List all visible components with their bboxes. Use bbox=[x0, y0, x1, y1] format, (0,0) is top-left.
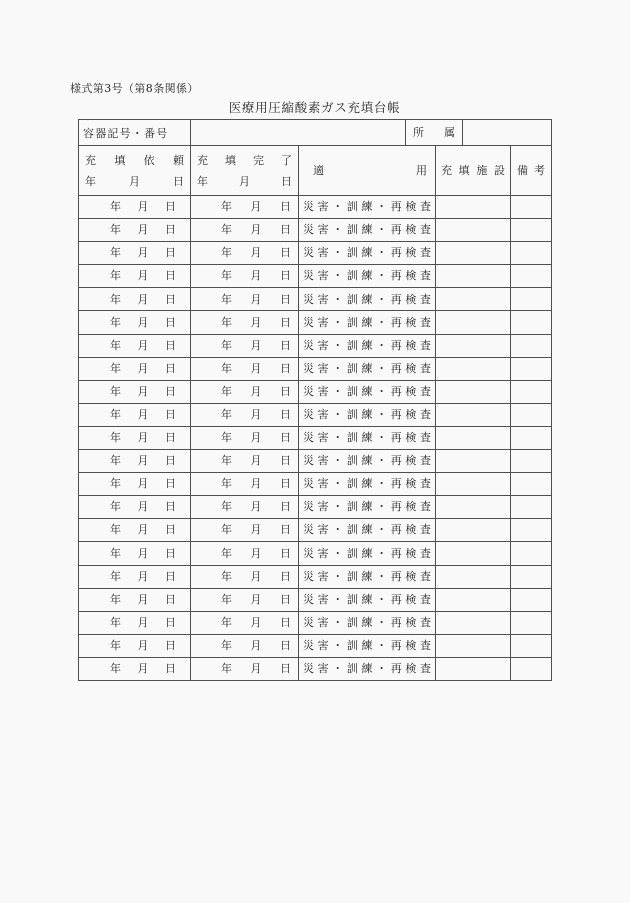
fill-facility-cell bbox=[436, 265, 511, 288]
remarks-cell bbox=[511, 334, 552, 357]
remarks-cell bbox=[511, 565, 552, 588]
fill-request-date-text: 年 月 日 bbox=[110, 546, 176, 560]
ledger-table-row bbox=[79, 473, 552, 496]
application-cell bbox=[299, 426, 436, 449]
fill-complete-date-text: 年 月 日 bbox=[221, 638, 291, 652]
application-options-text: 災 害 ・ 訓 練 ・ 再 検 査 bbox=[303, 592, 431, 606]
fill-request-date-cell bbox=[79, 357, 191, 380]
fill-facility-cell bbox=[436, 242, 511, 265]
fill-complete-date-cell bbox=[191, 519, 299, 542]
remarks-header bbox=[511, 146, 552, 196]
fill-complete-date-text: 年 月 日 bbox=[221, 246, 291, 260]
fill-request-date-text: 年 月 日 bbox=[110, 223, 176, 237]
remarks-cell bbox=[511, 519, 552, 542]
remarks-cell bbox=[511, 496, 552, 519]
fill-request-date-cell bbox=[79, 634, 191, 657]
fill-request-date-cell bbox=[79, 657, 191, 680]
remarks-cell bbox=[511, 242, 552, 265]
fill-request-date-cell bbox=[79, 450, 191, 473]
application-cell bbox=[299, 288, 436, 311]
fill-request-date-text: 年 月 日 bbox=[110, 500, 176, 514]
fill-complete-date-cell bbox=[191, 565, 299, 588]
fill-complete-date-cell bbox=[191, 219, 299, 242]
fill-request-date-cell bbox=[79, 196, 191, 219]
fill-request-date-text: 年 月 日 bbox=[110, 454, 176, 468]
fill-complete-label-line2: 年 月 日 bbox=[197, 174, 292, 188]
ledger-table-row bbox=[79, 403, 552, 426]
fill-complete-date-text: 年 月 日 bbox=[221, 454, 291, 468]
remarks-cell bbox=[511, 403, 552, 426]
fill-complete-date-header bbox=[191, 146, 299, 196]
fill-facility-cell bbox=[436, 288, 511, 311]
application-options-text: 災 害 ・ 訓 練 ・ 再 検 査 bbox=[303, 338, 431, 352]
fill-complete-date-text: 年 月 日 bbox=[221, 269, 291, 283]
fill-request-date-cell bbox=[79, 265, 191, 288]
remarks-cell bbox=[511, 450, 552, 473]
fill-request-label-line1: 充 填 依 頼 bbox=[85, 153, 184, 167]
fill-request-date-text: 年 月 日 bbox=[110, 200, 176, 214]
fill-facility-cell bbox=[436, 403, 511, 426]
remarks-cell bbox=[511, 634, 552, 657]
fill-request-date-cell bbox=[79, 426, 191, 449]
fill-complete-date-cell bbox=[191, 380, 299, 403]
fill-complete-date-cell bbox=[191, 588, 299, 611]
affiliation-label: 所 属 bbox=[413, 125, 455, 139]
application-cell bbox=[299, 242, 436, 265]
fill-request-date-text: 年 月 日 bbox=[110, 592, 176, 606]
fill-request-date-cell bbox=[79, 219, 191, 242]
ledger-table-row bbox=[79, 542, 552, 565]
ledger-table-row bbox=[79, 450, 552, 473]
fill-complete-date-text: 年 月 日 bbox=[221, 292, 291, 306]
remarks-cell bbox=[511, 311, 552, 334]
fill-request-date-text: 年 月 日 bbox=[110, 477, 176, 491]
remarks-cell bbox=[511, 265, 552, 288]
remarks-cell bbox=[511, 219, 552, 242]
application-cell bbox=[299, 565, 436, 588]
ledger-table-row bbox=[79, 196, 552, 219]
fill-request-date-cell bbox=[79, 311, 191, 334]
fill-facility-cell bbox=[436, 426, 511, 449]
application-cell bbox=[299, 265, 436, 288]
application-cell bbox=[299, 380, 436, 403]
fill-facility-label: 充 填 施 設 bbox=[441, 163, 505, 177]
fill-request-date-cell bbox=[79, 611, 191, 634]
remarks-cell bbox=[511, 196, 552, 219]
fill-facility-cell bbox=[436, 219, 511, 242]
application-cell bbox=[299, 311, 436, 334]
application-options-text: 災 害 ・ 訓 練 ・ 再 検 査 bbox=[303, 361, 431, 375]
remarks-cell bbox=[511, 426, 552, 449]
application-cell bbox=[299, 496, 436, 519]
fill-request-date-cell bbox=[79, 519, 191, 542]
ledger-table-row bbox=[79, 565, 552, 588]
fill-request-date-text: 年 月 日 bbox=[110, 384, 176, 398]
fill-request-date-cell bbox=[79, 334, 191, 357]
fill-facility-cell bbox=[436, 519, 511, 542]
fill-facility-cell bbox=[436, 542, 511, 565]
fill-complete-date-text: 年 月 日 bbox=[221, 338, 291, 352]
fill-complete-date-cell bbox=[191, 334, 299, 357]
fill-complete-date-text: 年 月 日 bbox=[221, 546, 291, 560]
fill-request-date-text: 年 月 日 bbox=[110, 269, 176, 283]
fill-complete-date-text: 年 月 日 bbox=[221, 523, 291, 537]
ledger-table-row bbox=[79, 588, 552, 611]
application-options-text: 災 害 ・ 訓 練 ・ 再 検 査 bbox=[303, 223, 431, 237]
remarks-cell bbox=[511, 588, 552, 611]
application-cell bbox=[299, 611, 436, 634]
fill-request-date-text: 年 月 日 bbox=[110, 569, 176, 583]
fill-complete-date-cell bbox=[191, 288, 299, 311]
fill-request-date-cell bbox=[79, 565, 191, 588]
fill-request-date-text: 年 月 日 bbox=[110, 361, 176, 375]
remarks-cell bbox=[511, 611, 552, 634]
application-cell bbox=[299, 196, 436, 219]
application-cell bbox=[299, 403, 436, 426]
remarks-cell bbox=[511, 542, 552, 565]
application-options-text: 災 害 ・ 訓 練 ・ 再 検 査 bbox=[303, 454, 431, 468]
fill-request-date-cell bbox=[79, 242, 191, 265]
fill-facility-cell bbox=[436, 634, 511, 657]
ledger-table-row bbox=[79, 380, 552, 403]
container-id-label-cell bbox=[79, 120, 191, 146]
column-header-row bbox=[79, 146, 552, 196]
ledger-table-row bbox=[79, 311, 552, 334]
fill-complete-date-cell bbox=[191, 311, 299, 334]
header-top-row bbox=[79, 120, 552, 146]
fill-facility-cell bbox=[436, 196, 511, 219]
fill-facility-cell bbox=[436, 380, 511, 403]
fill-request-date-text: 年 月 日 bbox=[110, 292, 176, 306]
application-cell bbox=[299, 519, 436, 542]
fill-complete-date-cell bbox=[191, 357, 299, 380]
fill-request-date-cell bbox=[79, 496, 191, 519]
fill-facility-cell bbox=[436, 611, 511, 634]
fill-complete-date-text: 年 月 日 bbox=[221, 223, 291, 237]
fill-complete-date-cell bbox=[191, 265, 299, 288]
application-options-text: 災 害 ・ 訓 練 ・ 再 検 査 bbox=[303, 500, 431, 514]
fill-request-date-text: 年 月 日 bbox=[110, 638, 176, 652]
fill-request-date-text: 年 月 日 bbox=[110, 431, 176, 445]
application-options-text: 災 害 ・ 訓 練 ・ 再 検 査 bbox=[303, 569, 431, 583]
application-options-text: 災 害 ・ 訓 練 ・ 再 検 査 bbox=[303, 477, 431, 491]
fill-request-date-text: 年 月 日 bbox=[110, 246, 176, 260]
fill-complete-date-cell bbox=[191, 496, 299, 519]
remarks-cell bbox=[511, 380, 552, 403]
ledger-table-row bbox=[79, 288, 552, 311]
application-options-text: 災 害 ・ 訓 練 ・ 再 検 査 bbox=[303, 662, 431, 676]
application-options-text: 災 害 ・ 訓 練 ・ 再 検 査 bbox=[303, 408, 431, 422]
remarks-label: 備 考 bbox=[517, 163, 545, 177]
fill-complete-date-text: 年 月 日 bbox=[221, 569, 291, 583]
application-header bbox=[299, 146, 436, 196]
application-cell bbox=[299, 473, 436, 496]
fill-complete-date-text: 年 月 日 bbox=[221, 315, 291, 329]
application-options-text: 災 害 ・ 訓 練 ・ 再 検 査 bbox=[303, 269, 431, 283]
remarks-cell bbox=[511, 473, 552, 496]
container-id-value-cell bbox=[191, 120, 406, 146]
affiliation-label-cell bbox=[406, 120, 463, 146]
affiliation-value-cell bbox=[463, 120, 552, 146]
application-options-text: 災 害 ・ 訓 練 ・ 再 検 査 bbox=[303, 384, 431, 398]
fill-complete-date-cell bbox=[191, 242, 299, 265]
application-cell bbox=[299, 657, 436, 680]
fill-request-date-text: 年 月 日 bbox=[110, 315, 176, 329]
fill-facility-cell bbox=[436, 496, 511, 519]
fill-request-date-cell bbox=[79, 588, 191, 611]
fill-complete-date-text: 年 月 日 bbox=[221, 477, 291, 491]
application-cell bbox=[299, 634, 436, 657]
fill-facility-header bbox=[436, 146, 511, 196]
ledger-table-row bbox=[79, 242, 552, 265]
fill-request-date-text: 年 月 日 bbox=[110, 662, 176, 676]
ledger-table-row bbox=[79, 496, 552, 519]
fill-complete-date-cell bbox=[191, 473, 299, 496]
ledger-table-row bbox=[79, 265, 552, 288]
application-options-text: 災 害 ・ 訓 練 ・ 再 検 査 bbox=[303, 615, 431, 629]
fill-facility-cell bbox=[436, 473, 511, 496]
fill-complete-date-cell bbox=[191, 611, 299, 634]
application-label: 適 用 bbox=[313, 163, 427, 177]
ledger-table-row bbox=[79, 219, 552, 242]
application-options-text: 災 害 ・ 訓 練 ・ 再 検 査 bbox=[303, 200, 431, 214]
ledger-table-row bbox=[79, 611, 552, 634]
fill-request-date-text: 年 月 日 bbox=[110, 338, 176, 352]
fill-request-date-cell bbox=[79, 288, 191, 311]
filling-ledger-table bbox=[78, 119, 552, 681]
fill-facility-cell bbox=[436, 357, 511, 380]
ledger-table-row bbox=[79, 334, 552, 357]
application-options-text: 災 害 ・ 訓 練 ・ 再 検 査 bbox=[303, 315, 431, 329]
application-options-text: 災 害 ・ 訓 練 ・ 再 検 査 bbox=[303, 431, 431, 445]
page-title: 医療用圧縮酸素ガス充填台帳 bbox=[228, 100, 401, 115]
fill-facility-cell bbox=[436, 657, 511, 680]
fill-request-label-line2: 年 月 日 bbox=[85, 174, 184, 188]
fill-request-date-text: 年 月 日 bbox=[110, 408, 176, 422]
remarks-cell bbox=[511, 288, 552, 311]
ledger-table-row bbox=[79, 634, 552, 657]
remarks-cell bbox=[511, 657, 552, 680]
application-cell bbox=[299, 588, 436, 611]
fill-complete-date-text: 年 月 日 bbox=[221, 200, 291, 214]
fill-complete-date-text: 年 月 日 bbox=[221, 500, 291, 514]
fill-request-date-text: 年 月 日 bbox=[110, 615, 176, 629]
application-cell bbox=[299, 357, 436, 380]
fill-complete-date-cell bbox=[191, 542, 299, 565]
container-id-label: 容器記号・番号 bbox=[83, 126, 169, 140]
fill-complete-date-text: 年 月 日 bbox=[221, 592, 291, 606]
fill-request-date-cell bbox=[79, 403, 191, 426]
fill-request-date-text: 年 月 日 bbox=[110, 523, 176, 537]
fill-complete-date-cell bbox=[191, 426, 299, 449]
fill-complete-date-text: 年 月 日 bbox=[221, 361, 291, 375]
fill-request-date-cell bbox=[79, 542, 191, 565]
fill-complete-date-cell bbox=[191, 196, 299, 219]
remarks-cell bbox=[511, 357, 552, 380]
fill-request-date-cell bbox=[79, 380, 191, 403]
fill-complete-date-text: 年 月 日 bbox=[221, 384, 291, 398]
application-options-text: 災 害 ・ 訓 練 ・ 再 検 査 bbox=[303, 638, 431, 652]
fill-complete-label-line1: 充 填 完 了 bbox=[197, 153, 292, 167]
application-cell bbox=[299, 450, 436, 473]
fill-complete-date-cell bbox=[191, 634, 299, 657]
ledger-table-row bbox=[79, 519, 552, 542]
fill-complete-date-cell bbox=[191, 657, 299, 680]
fill-facility-cell bbox=[436, 334, 511, 357]
application-options-text: 災 害 ・ 訓 練 ・ 再 検 査 bbox=[303, 292, 431, 306]
fill-facility-cell bbox=[436, 450, 511, 473]
form-number-label: 様式第3号（第8条関係） bbox=[70, 82, 199, 95]
fill-facility-cell bbox=[436, 565, 511, 588]
fill-complete-date-text: 年 月 日 bbox=[221, 615, 291, 629]
fill-complete-date-cell bbox=[191, 403, 299, 426]
fill-request-date-cell bbox=[79, 473, 191, 496]
ledger-table-row bbox=[79, 357, 552, 380]
fill-request-date-header bbox=[79, 146, 191, 196]
application-cell bbox=[299, 219, 436, 242]
fill-complete-date-cell bbox=[191, 450, 299, 473]
application-cell bbox=[299, 334, 436, 357]
fill-complete-date-text: 年 月 日 bbox=[221, 408, 291, 422]
application-options-text: 災 害 ・ 訓 練 ・ 再 検 査 bbox=[303, 546, 431, 560]
ledger-table-row bbox=[79, 426, 552, 449]
application-cell bbox=[299, 542, 436, 565]
fill-facility-cell bbox=[436, 588, 511, 611]
fill-complete-date-text: 年 月 日 bbox=[221, 431, 291, 445]
fill-complete-date-text: 年 月 日 bbox=[221, 662, 291, 676]
application-options-text: 災 害 ・ 訓 練 ・ 再 検 査 bbox=[303, 523, 431, 537]
application-options-text: 災 害 ・ 訓 練 ・ 再 検 査 bbox=[303, 246, 431, 260]
ledger-table-row bbox=[79, 657, 552, 680]
fill-facility-cell bbox=[436, 311, 511, 334]
